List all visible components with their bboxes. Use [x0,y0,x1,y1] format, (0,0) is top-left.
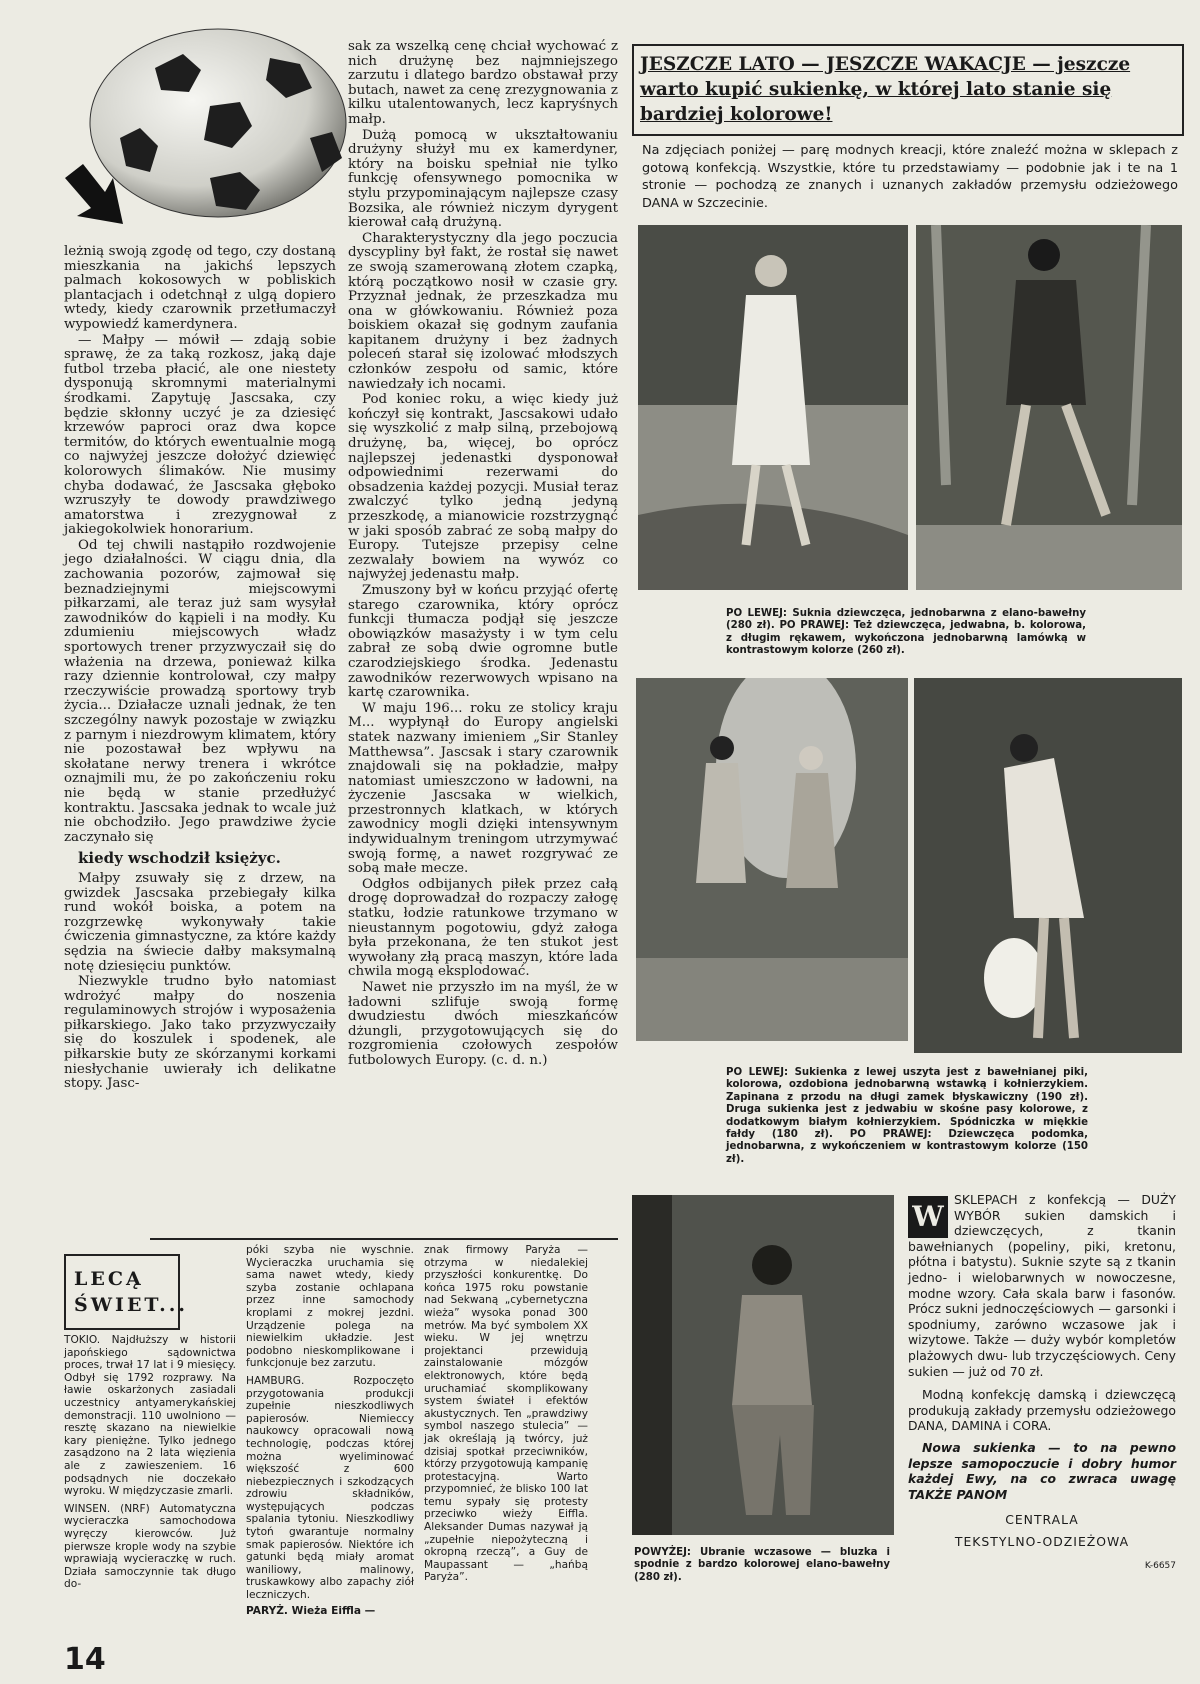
ad-sign-line-1: CENTRALA [1005,1512,1079,1528]
ad-text [908,1192,1176,1575]
fashion-caption-3: POWYŻEJ: Ubranie wczasowe — bluzka i spodnie z bardzo kolorowej elano-bawełny (280 zł). [634,1547,890,1583]
story-paragraph: Zmuszony był w końcu przyjąć ofertę starego czarownika, który oprócz funkcji tłumacza podjął się jeszcze obowiązków masażysty i w tym celu zabrał ze sobą dwie ogromne butle czarodziejskiego środka. Jedenastu zawodników rezerwowych wpisano na kartę czarownika. [348,582,618,701]
fashion-intro: Na zdjęciach poniżej — parę modnych kreacji, które znaleźć można w sklepach z gotową konfekcją. Wszystkie, które tu przedstawiamy — podobnie jak i te na 1 stronie — pochodzą ze znanych i uznanych zakładów przemysłu odzieżowego DANA w Szczecinie. [642,143,1178,211]
news-column-2 [246,1244,414,1617]
story-paragraph: Dużą pomocą w ukształtowaniu drużyny służył mu ex kamerdyner, który na boisku spełniał nie tylko funkcję ofensywnego pomocnika w stylu przypominającym najlepsze czasy Bozsika, ale również niczym dyrygent kierował całą drużyną. [348,127,618,231]
story-column-2 [348,40,618,1069]
news-column-1 [64,1334,236,1591]
football-photo [60,28,350,243]
ad-paragraph-2: Modną konfekcję damską i dziewczęcą produkują zakłady przemysłu odzieżowego DANA, DAMINA i CORA. [908,1387,1176,1434]
ad-code: K-6657 [1144,1561,1176,1572]
ad-paragraph-3: Nowa sukienka — to na pewno lepsze samopoczucie i dobry humor każdej Ewy, na co zwraca uwagę TAKŻE PANOM [908,1439,1176,1502]
story-paragraph: Małpy zsuwały się z drzew, na gwizdek Jascsaka przebiegały kilka rund wokół boiska, a potem na rozgrzewkę wykonywały takie ćwiczenia gimnastyczne, za które każdy sędzia na świecie dałby maksymalną notę dziesięciu punktów. [64,870,336,974]
story-paragraph: Od tej chwili nastąpiło rozdwojenie jego działalności. W ciągu dnia, dla zachowania pozorów, zajmował się beznadziejnymi miejscowymi piłkarzami, ale teraz już sam wysyłał zawodników do kąpieli i na modły. Ku zdumieniu miejscowych władz sportowych trener przyzwyczaił się do włażenia na drzewa, ponieważ kilka razy dziennie kontrolował, czy małpy rzeczywiście prowadzą sportowy tryb życia... Działacze uznali jednak, że ten szczególny nawyk pozostaje w związku z parnym i niezdrowym klimatem, który nie pozostawał bez wpływu na skołatane nerwy trenera i wkrótce oznajmili mu, że po zakończeniu roku nie będą w stanie przedłużyć kontraktu. Jascsaka jednak to wcale już nie obchodziło. Jego prawdziwe życie zaczynało się [64,537,336,845]
news-item-winsen: WINSEN. (NRF) Automatyczna wycieraczka samochodowa wyręczy kierowców. Już pierwsze krople wody na szybie wprawiają wycieraczkę w ruch. Działa samoczynnie tak długo do- [64,1502,236,1591]
fashion-photo-two-girls [636,678,908,1041]
news-title-line-1: LECĄ [74,1268,144,1290]
news-top-rule [150,1238,618,1240]
story-paragraph: Charakterystyczny dla jego poczucia dyscypliny był fakt, że rostał się nawet ze swoją szamerowaną złotem czapką, którą początkowo nosił w czasie gry. Przyznał jednak, że przeszkadza mu ona w główkowaniu. Również poza boiskiem okazał się godnym zaufania kapitanem drużyny i bez żadnych poleceń starał się izolować młodszych członków zespołu od samic, które nawiedzały ich nocami. [348,230,618,392]
fashion-caption-1: PO LEWEJ: Suknia dziewczęca, jednobarwna z elano-bawełny (280 zł). PO PRAWEJ: Też dziewczęca, jedwabna, b. kolorowa, z długim rękawem, wykończona jednobarwną lamówką w kontrastowym kolorze (260 zł). [726,608,1086,657]
ad-initial: W [912,1200,944,1233]
ad-paragraph-1: SKLEPACH z konfekcją — DUŻY WYBÓR sukien damskich i dziewczęcych, z tkanin bawełnianych (popeliny, piki, kretonu, płótna i batystu). Suknie szyte są z tkanin jedno- i wielobarwnych w nowoczesne, modne wzory. Cała skala barw i fasonów. Prócz sukni jednoczęściowych — garsonki i spodniumy, zarówno wczasowe jak i wizytowe. Także — duży wybór kompletów plażowych dwu- lub trzyczęściowych. Ceny sukien — już od 70 zł. [908,1192,1176,1379]
story-paragraph: Niezwykle trudno było natomiast wdrożyć małpy do noszenia regulaminowych strojów i wyposażenia piłkarskiego. Jako tako przyzwyczaiły się do koszulek i spodenek, ale piłkarskie buty ze skórzanymi korkami niesłychanie uwierały ich delikatne stopy. Jasc- [64,974,336,1092]
news-item-hamburg: HAMBURG. Rozpoczęto przygotowania produkcji zupełnie nieszkodliwych papierosów. Niemieccy naukowcy opracowali nową technologię, podczas której można wyeliminować większość z 600 niebezpiecznych i szkodzących zdrowiu składników, występujących podczas spalania tytoniu. Nieszkodliwy tytoń gwarantuje normalny smak papierosów. Niektóre ich gatunki będą miały aromat waniliowy, malinowy, truskawkowy albo zapachy ziół leczniczych. [246,1374,414,1602]
fashion-photo-girl-with-poodle [914,678,1182,1053]
news-item-paryz-lead: PARYŻ. Wieża Eiffla — [246,1604,376,1617]
fashion-photo-patterned-dress [916,225,1182,590]
story-column-1 [64,245,336,1092]
story-subheading: kiedy wschodził księżyc. [78,849,281,868]
story-paragraph: — Małpy — mówił — zdają sobie sprawę, że za taką rozkosz, jaką daje futbol trzeba płacić, ale one niestety dysponują skromnymi materialnymi środkami. Zapytuję Jascsaka, czy będzie skłonny uczyć je za dziesięć krzewów paproci oraz dwa kopce termitów, do których ewentualnie mogą co najwyżej jeszcze dołożyć dziewięć kolorowych ślimaków. Nie musimy chyba dodawać, że Jascsaka głęboko wzruszyły te dowody prawdziwego amatorstwa i zrezygnował z jakiegokolwiek honorarium. [64,332,336,538]
fashion-photo-white-dress [638,225,908,590]
ad-sign-line-2: TEKSTYLNO-ODZIEŻOWA [954,1533,1130,1549]
fashion-headline: JESZCZE LATO — JESZCZE WAKACJE — jeszcze warto kupić sukienkę, w której lato stanie się bardziej kolorowe! [640,54,1131,125]
news-item-tokio: TOKIO. Najdłuższy w historii japońskiego sądownictwa proces, trwał 17 lat i 9 miesięcy. Odbył się 1792 rozprawy. Na ławie oskarżonych zasiadali uczestnicy antyamerykańskiej demonstracji. 110 uwolniono — resztę skazano na niewielkie kary pieniężne. Tylko jednego zasądzono na 2 lata więzienia ale z zawieszeniem. 16 podsądnych nie doczekało wyroku. W międzyczasie zmarli. [64,1334,236,1498]
fashion-photo-leisure-suit [632,1195,894,1535]
news-title-box [64,1254,180,1330]
story-paragraph: Odgłos odbijanych piłek przez całą drogę doprowadzał do rozpaczy załogę statku, łodzie ratunkowe trzymano w nieustannym pogotowiu, gdyż załoga była przekonana, że ten stukot jest wywołany złą pracą maszyn, które lada chwila mogą eksplodować. [348,876,618,980]
story-paragraph: Nawet nie przyszło im na myśl, że w ładowni szlifuje swoją formę dwudziestu dwóch mieszkańców dżungli, przygotowujących się do rozgromienia czołowych zespołów futbolowych Europy. (c. d. n.) [348,980,618,1068]
news-column-3 [424,1244,588,1584]
story-paragraph: leżnią swoją zgodę od tego, czy dostaną mieszkania na jakichś lepszych palmach kokosowych w pobliskich plantacjach i odetchnął z ulgą dopiero wtedy, kiedy czarownik przetłumaczył wypowiedź kamerdynera. [64,244,336,332]
story-paragraph: W maju 196... roku ze stolicy kraju M... wypłynął do Europy angielski statek nazwany imieniem „Sir Stanley Matthewsa”. Jascsak i stary czarownik znajdowali się na pokładzie, małpy natomiast umieszczono w ładowni, na życzenie Jascsaka w wielkich, przestronnych klatkach, w których zawodnicy mogli dzięki intensywnym indywidualnym treningom utrzymywać swoją formę, a nawet rozgrywać ze sobą małe mecze. [348,700,618,877]
fashion-caption-2: PO LEWEJ: Sukienka z lewej uszyta jest z bawełnianej piki, kolorowa, ozdobiona jednobarwną wstawką i kołnierzykiem. Zapinana z przodu na długi zamek błyskawiczny (190 zł). Druga sukienka jest z jedwabiu w skośne pasy kolorowe, z dodatkowym białym kołnierzykiem. Spódniczka w miękkie fałdy (180 zł). PO PRAWEJ: Dziewczęca podomka, jednobarwna, z wykończeniem w kontrastowym kolorze (150 zł). [726,1067,1088,1165]
page-number: 14 [64,1642,106,1677]
news-title-line-2: ŚWIET... [74,1294,188,1316]
story-paragraph: Pod koniec roku, a więc kiedy już kończył się kontrakt, Jascsakowi udało się wyszkolić z małp silną, przebojową drużynę, ba, więcej, bo oprócz najlepszej jedenastki dysponował odpowiednimi rezerwami do obsadzenia każdej pozycji. Musiał teraz zwalczyć tylko jedną jedyną przeszkodę, a mianowicie rozstrzygnąć w jaki sposób zabrać ze sobą małpy do Europy. Tutejsze przepisy celne zezwalały bowiem na wywóz co najwyżej jedenastu małp. [348,392,618,583]
news-item-paryz: znak firmowy Paryża — otrzyma w niedalekiej przyszłości konkurentkę. Do końca 1975 roku powstanie nad Sekwaną „cybernetyczna wieża” wysoka ponad 300 metrów. Ma być symbolem XX wieku. W jej wnętrzu projektanci przewidują zainstalowanie mózgów elektronowych, które będą uruchamiać skomplikowany system świateł i efektów akustycznych. Ten „prawdziwy symbol naszego stulecia” — jak określają ją twórcy, już dzisiaj spotkał przeciwników, którzy przygotowują kampanię protestacyjną. Warto przypomnieć, że blisko 100 lat temu sypały się protesty przeciwko wieży Eiffla. Aleksander Dumas nazywał ją „zupełnie niepożyteczną i okropną rzeczą”, a Guy de Maupassant — „hańbą Paryża”. [424,1244,588,1584]
story-paragraph: sak za wszelką cenę chciał wychować z nich drużynę bez najmniejszego zarzutu i dlatego bardzo obstawał przy butach, nawet za cenę zrezygnowania z kilku utalentowanych, lecz kapryśnych małp. [348,39,618,127]
news-item-winsen-continued: póki szyba nie wyschnie. Wycieraczka uruchamia się sama nawet wtedy, kiedy szyba zostanie ochlapana przez inne samochody kroplami z mokrej jezdni. Urządzenie polega na niewielkim układzie. Jest podobno nieskomplikowane i funkcjonuje bez zarzutu. [246,1244,414,1370]
